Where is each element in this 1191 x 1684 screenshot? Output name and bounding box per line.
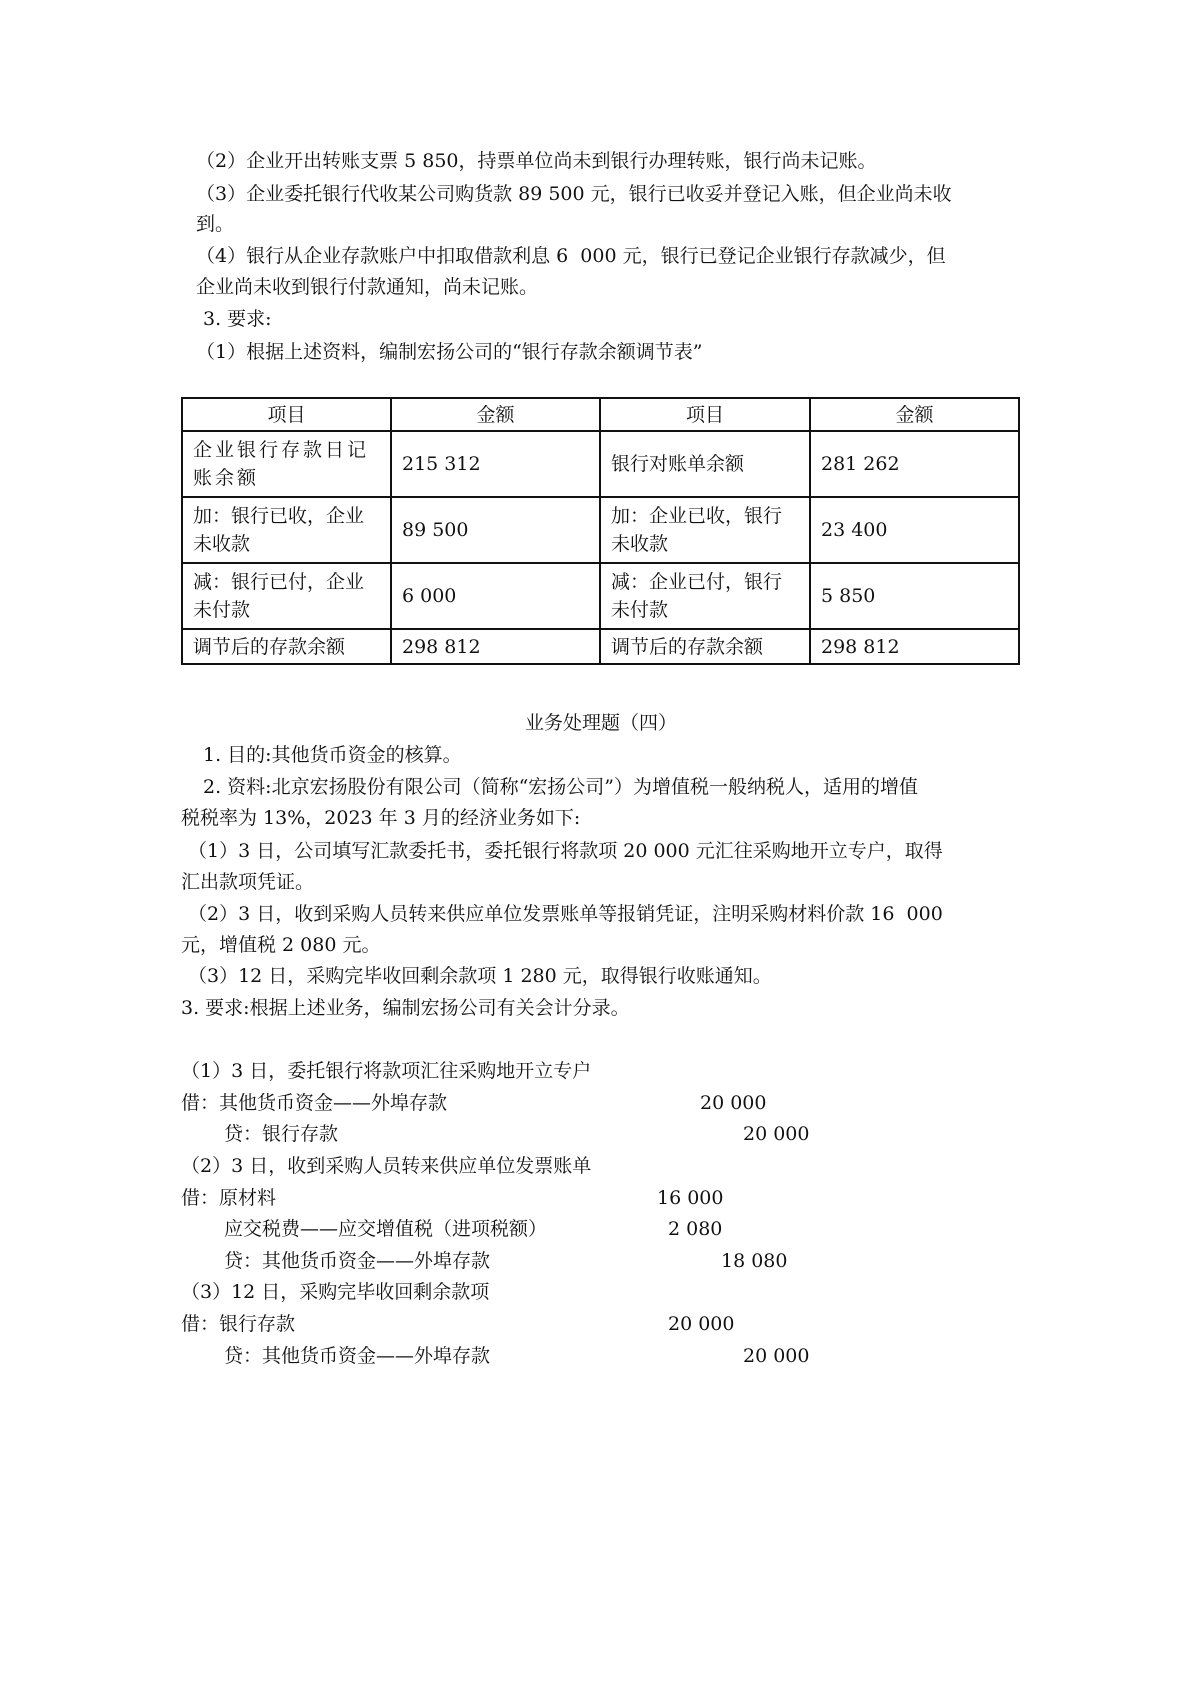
entry-line-debit: 借：银行存款 xyxy=(181,1313,296,1335)
entry-heading: （3）12 日，采购完毕收回剩余款项 xyxy=(181,1281,490,1303)
business-item-1-line-2: 汇出款项凭证。 xyxy=(181,871,315,893)
table-cell-item: 加：银行已收，企业未收款 xyxy=(182,497,391,563)
table-cell-item: 减：企业已付，银行未付款 xyxy=(600,563,810,629)
entry-heading: （2）3 日，收到采购人员转来供应单位发票账单 xyxy=(181,1155,592,1177)
section-data-line-2: 税税率为 13%，2023 年 3 月的经济业务如下: xyxy=(181,807,581,829)
business-item-1-line-1: （1）3 日，公司填写汇款委托书，委托银行将款项 20 000 元汇往采购地开立专户，取得 xyxy=(188,840,943,862)
table-row xyxy=(182,497,1019,563)
entry-amount: 20 000 xyxy=(700,1092,767,1114)
entry-amount: 20 000 xyxy=(743,1123,810,1145)
section-title: 业务处理题（四） xyxy=(525,712,678,734)
entry-line-credit: 贷：其他货币资金——外埠存款 xyxy=(224,1345,491,1367)
entry-amount: 16 000 xyxy=(657,1187,724,1209)
paragraph-item-3-line-1: （3）企业委托银行代收某公司购货款 89 500 元，银行已收妥并登记入账，但企业尚未收 xyxy=(196,183,952,205)
table-row xyxy=(182,563,1019,629)
business-item-2-line-1: （2）3 日，收到采购人员转来供应单位发票账单等报销凭证，注明采购材料价款 16 000 xyxy=(188,903,943,925)
paragraph-item-4-line-1: （4）银行从企业存款账户中扣取借款利息 6 000 元，银行已登记企业银行存款减少，但 xyxy=(196,245,946,267)
table-cell-item: 加：企业已收，银行未收款 xyxy=(600,497,810,563)
table-cell-amount: 6 000 xyxy=(391,563,600,629)
table-cell-amount: 5 850 xyxy=(810,563,1019,629)
table-header-cell: 金额 xyxy=(391,398,600,431)
table-header-row xyxy=(182,398,1019,431)
business-item-2-line-2: 元，增值税 2 080 元。 xyxy=(181,934,381,956)
entry-heading: （1）3 日，委托银行将款项汇往采购地开立专户 xyxy=(181,1060,592,1082)
entry-line-debit: 借：其他货币资金——外埠存款 xyxy=(181,1092,448,1114)
section-data-line-1: 2. 资料:北京宏扬股份有限公司（简称“宏扬公司”）为增值税一般纳税人，适用的增值 xyxy=(203,776,918,798)
table-row xyxy=(182,431,1019,497)
entry-line-debit: 借：原材料 xyxy=(181,1187,277,1209)
table-cell-item: 调节后的存款余额 xyxy=(600,629,810,664)
requirement-item-1: （1）根据上述资料，编制宏扬公司的“银行存款余额调节表” xyxy=(196,341,703,363)
entry-amount: 2 080 xyxy=(668,1218,723,1240)
section-purpose: 1. 目的:其他货币资金的核算。 xyxy=(203,744,462,766)
table-cell-amount: 215 312 xyxy=(391,431,600,497)
paragraph-item-4-line-2: 企业尚未收到银行付款通知，尚未记账。 xyxy=(196,276,539,298)
table-cell-amount: 298 812 xyxy=(810,629,1019,664)
table-cell-item: 调节后的存款余额 xyxy=(182,629,391,664)
entry-line-debit: 应交税费——应交增值税（进项税额） xyxy=(224,1218,548,1240)
table-header-cell: 项目 xyxy=(182,398,391,431)
table-cell-item: 减：银行已付，企业未付款 xyxy=(182,563,391,629)
requirement-heading: 3. 要求: xyxy=(203,308,272,330)
paragraph-item-3-line-2: 到。 xyxy=(196,213,235,235)
table-cell-amount: 89 500 xyxy=(391,497,600,563)
entry-line-credit: 贷：银行存款 xyxy=(224,1123,339,1145)
table-cell-amount: 23 400 xyxy=(810,497,1019,563)
entry-amount: 20 000 xyxy=(743,1345,810,1367)
table-cell-item: 企业银行存款日记账余额 xyxy=(182,431,391,497)
paragraph-item-2: （2）企业开出转账支票 5 850，持票单位尚未到银行办理转账，银行尚未记账。 xyxy=(196,150,877,172)
section-requirement: 3. 要求:根据上述业务，编制宏扬公司有关会计分录。 xyxy=(181,997,630,1019)
entry-amount: 18 080 xyxy=(721,1250,788,1272)
table-cell-amount: 281 262 xyxy=(810,431,1019,497)
table-header-cell: 金额 xyxy=(810,398,1019,431)
entry-amount: 20 000 xyxy=(668,1313,735,1335)
table-cell-amount: 298 812 xyxy=(391,629,600,664)
business-item-3: （3）12 日，采购完毕收回剩余款项 1 280 元，取得银行收账通知。 xyxy=(188,965,772,987)
table-row xyxy=(182,629,1019,664)
bank-reconciliation-table xyxy=(181,397,1020,665)
table-header-cell: 项目 xyxy=(600,398,810,431)
table-cell-item: 银行对账单余额 xyxy=(600,431,810,497)
entry-line-credit: 贷：其他货币资金——外埠存款 xyxy=(224,1250,491,1272)
